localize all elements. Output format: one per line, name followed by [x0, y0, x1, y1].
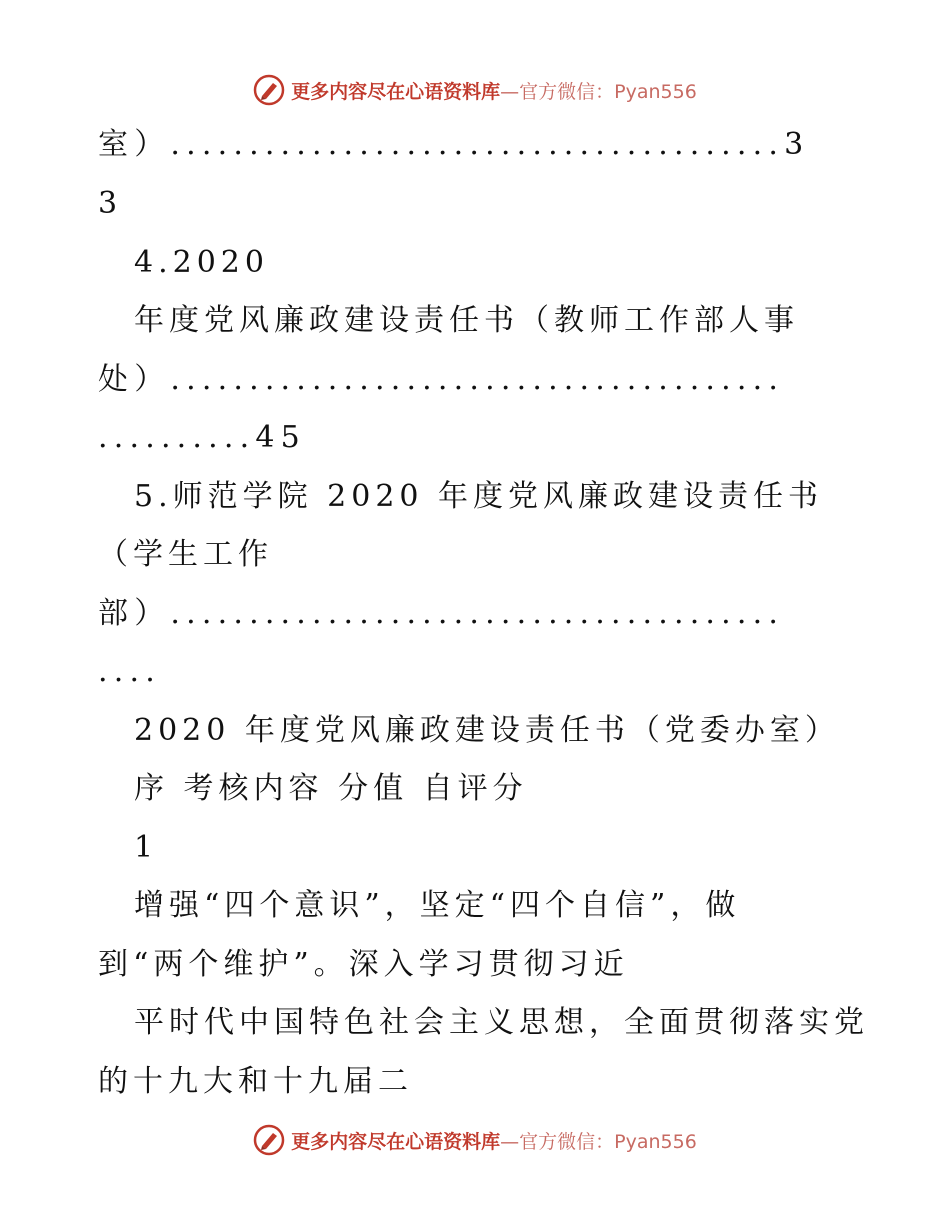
pen-logo-icon: [253, 1124, 285, 1156]
body-text: 增强“四个意识”，坚定“四个自信”，做: [134, 888, 741, 923]
body-text: 平时代中国特色社会主义思想，全面贯彻落实党: [134, 1005, 869, 1040]
toc-line: 5.师范学院 2020 年度党风廉政建设责任书: [134, 479, 824, 514]
watermark-brand: 更多内容尽在心语资料库: [291, 80, 501, 103]
toc-line: （学生工作: [98, 537, 273, 572]
toc-line: 室）.......................................3: [98, 127, 810, 162]
toc-line: ..........45: [98, 420, 306, 455]
body-text: 到“两个维护”。深入学习贯彻习近: [98, 947, 629, 982]
watermark-brand: 更多内容尽在心语资料库: [291, 1130, 501, 1153]
body-text: 的十九大和十九届二: [98, 1064, 413, 1099]
toc-line: 3: [98, 186, 123, 221]
toc-line: 处）.......................................: [98, 362, 785, 397]
toc-line: 年度党风廉政建设责任书（教师工作部人事: [134, 303, 799, 338]
toc-line: ....: [98, 654, 161, 689]
row-number: 1: [134, 830, 159, 865]
toc-line: 4.2020: [134, 245, 269, 280]
table-header: 序 考核内容 分值 自评分: [134, 771, 528, 806]
watermark-suffix: —官方微信：Pyan556: [500, 1130, 697, 1153]
watermark-suffix: —官方微信：Pyan556: [500, 80, 697, 103]
toc-line: 部）.......................................: [98, 596, 785, 631]
footer-watermark: [0, 1120, 950, 1160]
watermark-text: [291, 1127, 697, 1154]
section-title: 2020 年度党风廉政建设责任书（党委办室）: [134, 713, 840, 748]
